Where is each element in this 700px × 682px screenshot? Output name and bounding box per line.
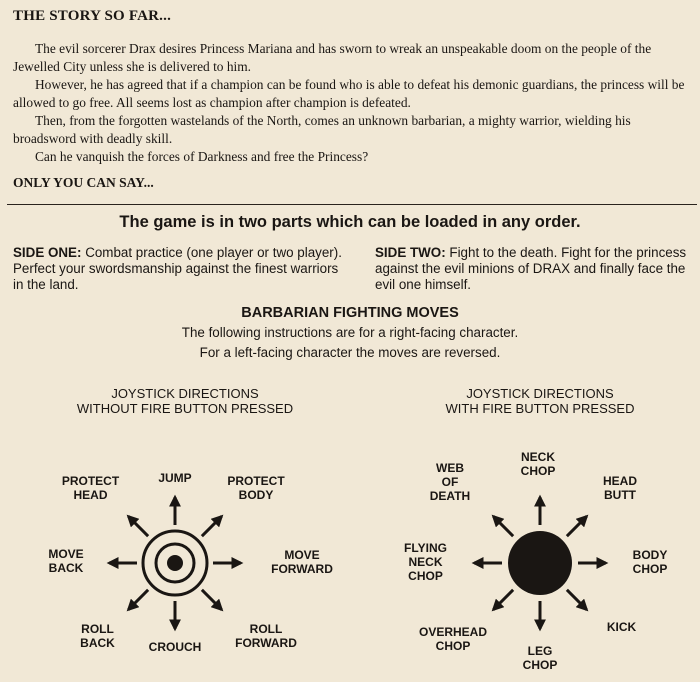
move-protect-body: PROTECT BODY (227, 474, 285, 502)
story-paragraph: The evil sorcerer Drax desires Princess Mariana and has sworn to wreak an unspeakable doom on the people of the Jewelled City unless she is delivered to him. (13, 41, 652, 74)
with-fire-center-icon (508, 531, 572, 595)
without-fire-center-icon (143, 531, 207, 595)
arrow-down-left-icon (493, 590, 513, 610)
move-web-of-death: WEB OF DEATH (429, 461, 471, 503)
story-paragraph: Can he vanquish the forces of Darkness and free the Princess? (35, 149, 369, 164)
move-body-chop: BODY CHOP (632, 548, 668, 576)
arrow-up-right-icon (567, 516, 587, 536)
arrow-up-left-icon (493, 516, 513, 536)
moves-instruction-2: For a left-facing character the moves are reversed. (199, 345, 501, 360)
moves-title: BARBARIAN FIGHTING MOVES (241, 305, 459, 321)
side-two-label: SIDE TWO: (375, 245, 446, 260)
with-fire-heading-line1: JOYSTICK DIRECTIONS (466, 386, 614, 401)
arrow-down-left-icon (128, 590, 148, 610)
move-back: MOVE BACK (48, 547, 84, 575)
without-fire-heading-line2: WITHOUT FIRE BUTTON PRESSED (76, 401, 294, 416)
arrow-down-right-icon (567, 590, 587, 610)
side-one-text: Combat practice (one player or two player). Perfect your swordsmanship against the finest warriors in the land. (13, 245, 342, 292)
move-crouch: CROUCH (148, 640, 202, 654)
move-flying-neck-chop: FLYING NECK CHOP (404, 541, 447, 583)
story-title: THE STORY SO FAR... (13, 8, 172, 24)
move-roll-forward: ROLL FORWARD (235, 622, 297, 650)
side-two-text: Fight to the death. Fight for the princess against the evil minions of DRAX and finally face the evil one himself. (375, 245, 687, 292)
move-jump: JUMP (158, 471, 192, 485)
arrow-down-right-icon (202, 590, 222, 610)
move-protect-head: PROTECT HEAD (61, 474, 120, 502)
move-head-butt: HEAD BUTT (602, 474, 637, 502)
arrow-up-right-icon (202, 516, 222, 536)
move-roll-back: ROLL BACK (80, 622, 115, 650)
game-parts-headline: The game is in two parts which can be loaded in any order. (119, 213, 581, 231)
with-fire-heading-line2: WITH FIRE BUTTON PRESSED (445, 401, 635, 416)
move-kick: KICK (606, 620, 637, 634)
story-closing: ONLY YOU CAN SAY... (13, 175, 154, 190)
side-one-label: SIDE ONE: (13, 245, 82, 260)
story-paragraph: However, he has agreed that if a champion can be found who is able to defeat his demonic guardians, the princess will be allowed to go free. All seems lost as champion after champion is defeated. (13, 77, 685, 110)
story-paragraph: Then, from the forgotten wastelands of the North, comes an unknown barbarian, a mighty warrior, wielding his broadsword with deadly skill. (13, 113, 631, 146)
without-fire-heading-line1: JOYSTICK DIRECTIONS (111, 386, 259, 401)
moves-instruction-1: The following instructions are for a right-facing character. (181, 325, 519, 340)
move-leg-chop: LEG CHOP (522, 644, 558, 672)
move-overhead-chop: OVERHEAD CHOP (418, 625, 487, 653)
move-neck-chop: NECK CHOP (520, 450, 556, 478)
arrow-up-left-icon (128, 516, 148, 536)
move-forward: MOVE FORWARD (271, 548, 333, 576)
